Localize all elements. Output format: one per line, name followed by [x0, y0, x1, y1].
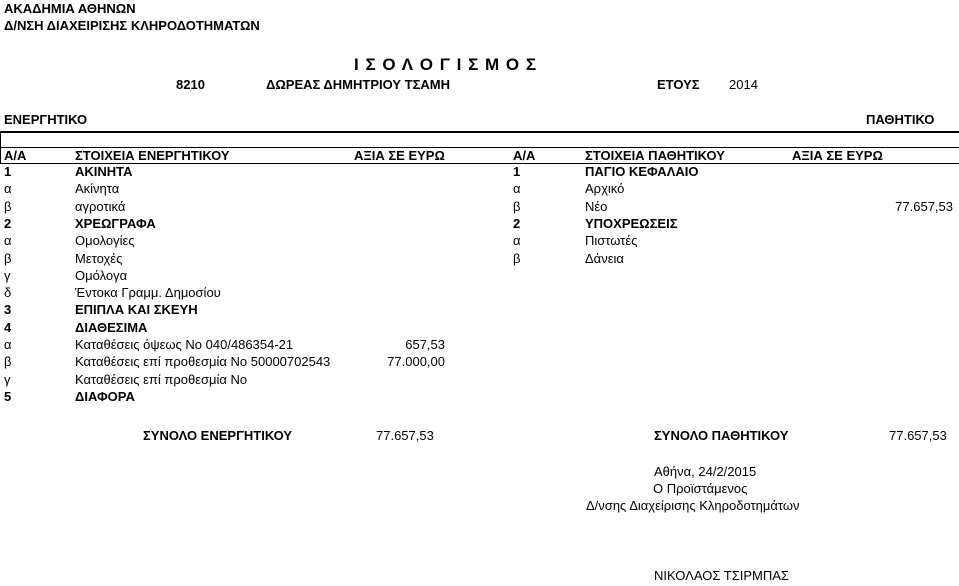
- col-value-left: ΑΞΙΑ ΣΕ ΕΥΡΩ: [354, 148, 445, 163]
- col-assets-items: ΣΤΟΙΧΕΙΑ ΕΝΕΡΓΗΤΙΚΟΥ: [75, 148, 230, 163]
- row-label: Δάνεια: [585, 251, 624, 266]
- row-index: β: [4, 251, 12, 266]
- row-index: γ: [4, 268, 11, 283]
- assets-total-label: ΣΥΝΟΛΟ ΕΝΕΡΓΗΤΙΚΟΥ: [143, 428, 293, 443]
- bequest-name: ΔΩΡΕΑΣ ΔΗΜΗΤΡΙΟΥ ΤΣΑΜΗ: [266, 77, 450, 92]
- liabilities-total-value: 77.657,53: [889, 428, 947, 443]
- assets-side-label: ΕΝΕΡΓΗΤΙΚΟ: [4, 112, 88, 127]
- row-index: β: [4, 354, 12, 369]
- row-index: 2: [4, 216, 12, 231]
- table-left-rule: [0, 131, 1, 164]
- row-index: α: [4, 181, 12, 196]
- row-label: Πιστωτές: [585, 233, 638, 248]
- col-value-right: ΑΞΙΑ ΣΕ ΕΥΡΩ: [792, 148, 883, 163]
- row-label: Ομολογίες: [75, 233, 135, 248]
- row-label: ΥΠΟΧΡΕΩΣΕΙΣ: [585, 216, 678, 231]
- row-label: ΧΡΕΩΓΡΑΦΑ: [75, 216, 156, 231]
- row-index: 3: [4, 302, 12, 317]
- row-index: α: [4, 337, 12, 352]
- row-index: α: [513, 233, 521, 248]
- row-index: α: [4, 233, 12, 248]
- liabilities-total-label: ΣΥΝΟΛΟ ΠΑΘΗΤΙΚΟΥ: [654, 428, 789, 443]
- row-label: Μετοχές: [75, 251, 123, 266]
- page-title: Ι Σ Ο Λ Ο Γ Ι Σ Μ Ο Σ: [354, 55, 538, 74]
- liabilities-side-label: ΠΑΘΗΤΙΚΟ: [866, 112, 935, 127]
- row-label: Καταθέσεις επί προθεσμία Νο 50000702543: [75, 354, 331, 369]
- assets-total-value: 77.657,53: [376, 428, 434, 443]
- row-index: δ: [4, 285, 12, 300]
- row-index: β: [513, 199, 521, 214]
- row-index: 1: [4, 164, 12, 179]
- row-label: αγροτικά: [75, 199, 126, 214]
- row-label: Έντοκα Γραμμ. Δημοσίου: [75, 285, 221, 300]
- row-index: 4: [4, 320, 12, 335]
- row-index: 2: [513, 216, 521, 231]
- row-index: β: [4, 199, 12, 214]
- row-index: γ: [4, 372, 11, 387]
- org-department: Δ/ΝΣΗ ΔΙΑΧΕΙΡΙΣΗΣ ΚΛΗΡΟΔΟΤΗΜΑΤΩΝ: [4, 18, 260, 33]
- row-label: ΑΚΙΝΗΤΑ: [75, 164, 133, 179]
- row-label: ΠΑΓΙΟ ΚΕΦΑΛΑΙΟ: [585, 164, 699, 179]
- signature-date: Αθήνα, 24/2/2015: [654, 464, 757, 479]
- org-name: ΑΚΑΔΗΜΙΑ ΑΘΗΝΩΝ: [4, 1, 136, 16]
- row-label: Καταθέσεις επί προθεσμία Νο: [75, 372, 248, 387]
- signature-department: Δ/νσης Διαχείρισης Κληροδοτημάτων: [586, 498, 800, 513]
- row-value: 77.657,53: [895, 199, 953, 214]
- year-value: 2014: [729, 77, 758, 92]
- row-index: β: [513, 251, 521, 266]
- row-label: Αρχικό: [585, 181, 625, 196]
- row-value: 77.000,00: [387, 354, 445, 369]
- col-liabilities-items: ΣΤΟΙΧΕΙΑ ΠΑΘΗΤΙΚΟΥ: [585, 148, 725, 163]
- row-label: Ομόλογα: [75, 268, 128, 283]
- year-label: ΕΤΟΥΣ: [657, 77, 700, 92]
- table-top-rule: [0, 131, 959, 133]
- row-label: Νέο: [585, 199, 608, 214]
- row-label: Καταθέσεις όψεως Νο 040/486354-21: [75, 337, 294, 352]
- row-index: 5: [4, 389, 12, 404]
- bequest-code: 8210: [176, 77, 205, 92]
- col-aa-left: Α/Α: [4, 148, 27, 163]
- row-index: 1: [513, 164, 521, 179]
- row-label: ΔΙΑΘΕΣΙΜΑ: [75, 320, 148, 335]
- row-index: α: [513, 181, 521, 196]
- row-label: ΔΙΑΦΟΡΑ: [75, 389, 135, 404]
- col-aa-right: Α/Α: [513, 148, 536, 163]
- row-label: ΕΠΙΠΛΑ ΚΑΙ ΣΚΕΥΗ: [75, 302, 198, 317]
- row-value: 657,53: [405, 337, 445, 352]
- signature-role: Ο Προϊστάμενος: [653, 481, 748, 496]
- signature-name: ΝΙΚΟΛΑΟΣ ΤΣΙΡΜΠΑΣ: [654, 568, 789, 583]
- row-label: Ακίνητα: [75, 181, 120, 196]
